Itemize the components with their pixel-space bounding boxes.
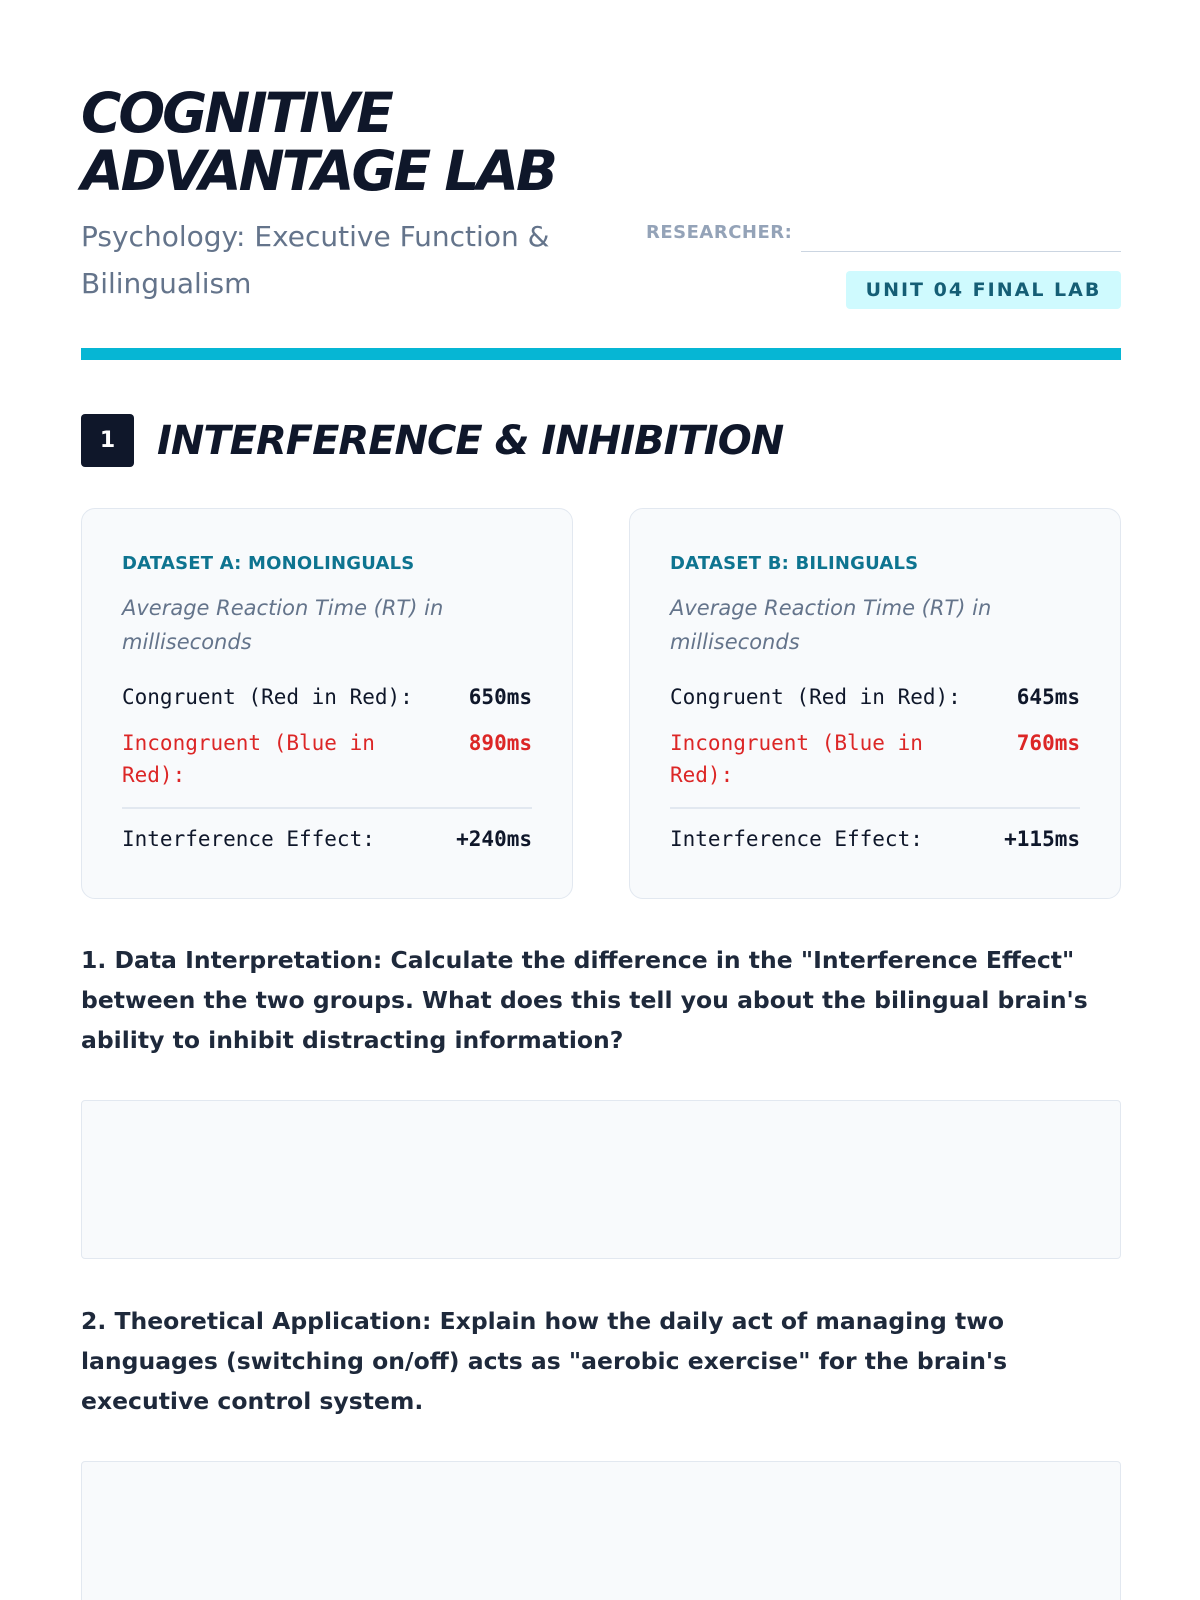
researcher-field[interactable] — [801, 218, 1121, 252]
dataset-label: DATASET B: BILINGUALS — [670, 553, 919, 574]
congruent-label: Congruent (Red in Red): — [670, 685, 961, 709]
dataset-note: Average Reaction Time (RT) in milliseconds — [122, 596, 444, 654]
interference-value: +240ms — [456, 826, 532, 851]
unit-badge: UNIT 04 FINAL LAB — [846, 271, 1121, 309]
worksheet-page — [81, 0, 1121, 1600]
researcher-label: RESEARCHER: — [646, 222, 793, 243]
section-title: INTERFERENCE & INHIBITION — [157, 418, 784, 464]
congruent-value: 650ms — [468, 685, 532, 709]
interference-label: Interference Effect: — [122, 826, 375, 851]
congruent-value: 645ms — [1016, 685, 1080, 709]
incongruent-label: Incongruent (Blue in Red): — [670, 731, 923, 787]
congruent-row — [670, 681, 1080, 713]
row-divider — [122, 807, 532, 809]
incongruent-value: 760ms — [1016, 731, 1080, 755]
answer-box-2[interactable] — [81, 1461, 1121, 1600]
dataset-label: DATASET A: MONOLINGUALS — [122, 553, 415, 574]
interference-value: +115ms — [1004, 826, 1080, 851]
interference-row — [122, 823, 532, 855]
interference-label: Interference Effect: — [670, 826, 923, 851]
dataset-card-bilinguals — [629, 508, 1121, 899]
congruent-row — [122, 681, 532, 713]
congruent-label: Congruent (Red in Red): — [122, 685, 413, 709]
dataset-note: Average Reaction Time (RT) in milliseconds — [670, 596, 992, 654]
interference-row — [670, 823, 1080, 855]
title-line-2: ADVANTAGE LAB — [81, 139, 555, 203]
page-title — [81, 81, 701, 203]
accent-divider — [81, 348, 1121, 360]
incongruent-value: 890ms — [468, 731, 532, 755]
section-number-badge: 1 — [81, 414, 134, 467]
incongruent-row — [122, 727, 532, 791]
answer-box-1[interactable] — [81, 1100, 1121, 1259]
page-subtitle: Psychology: Executive Function & Bilingualism — [81, 220, 550, 300]
title-line-1: COGNITIVE — [81, 81, 391, 145]
question-1: 1. Data Interpretation: Calculate the difference in the "Interference Effect" between the two groups. What does this tell you about the bilingual brain's ability to inhibit distracting information? — [81, 946, 1088, 1054]
incongruent-row — [670, 727, 1080, 791]
question-2: 2. Theoretical Application: Explain how the daily act of managing two languages (switching on/off) acts as "aerobic exercise" for the brain's executive control system. — [81, 1307, 1008, 1415]
incongruent-label: Incongruent (Blue in Red): — [122, 731, 375, 787]
dataset-card-monolinguals — [81, 508, 573, 899]
row-divider — [670, 807, 1080, 809]
